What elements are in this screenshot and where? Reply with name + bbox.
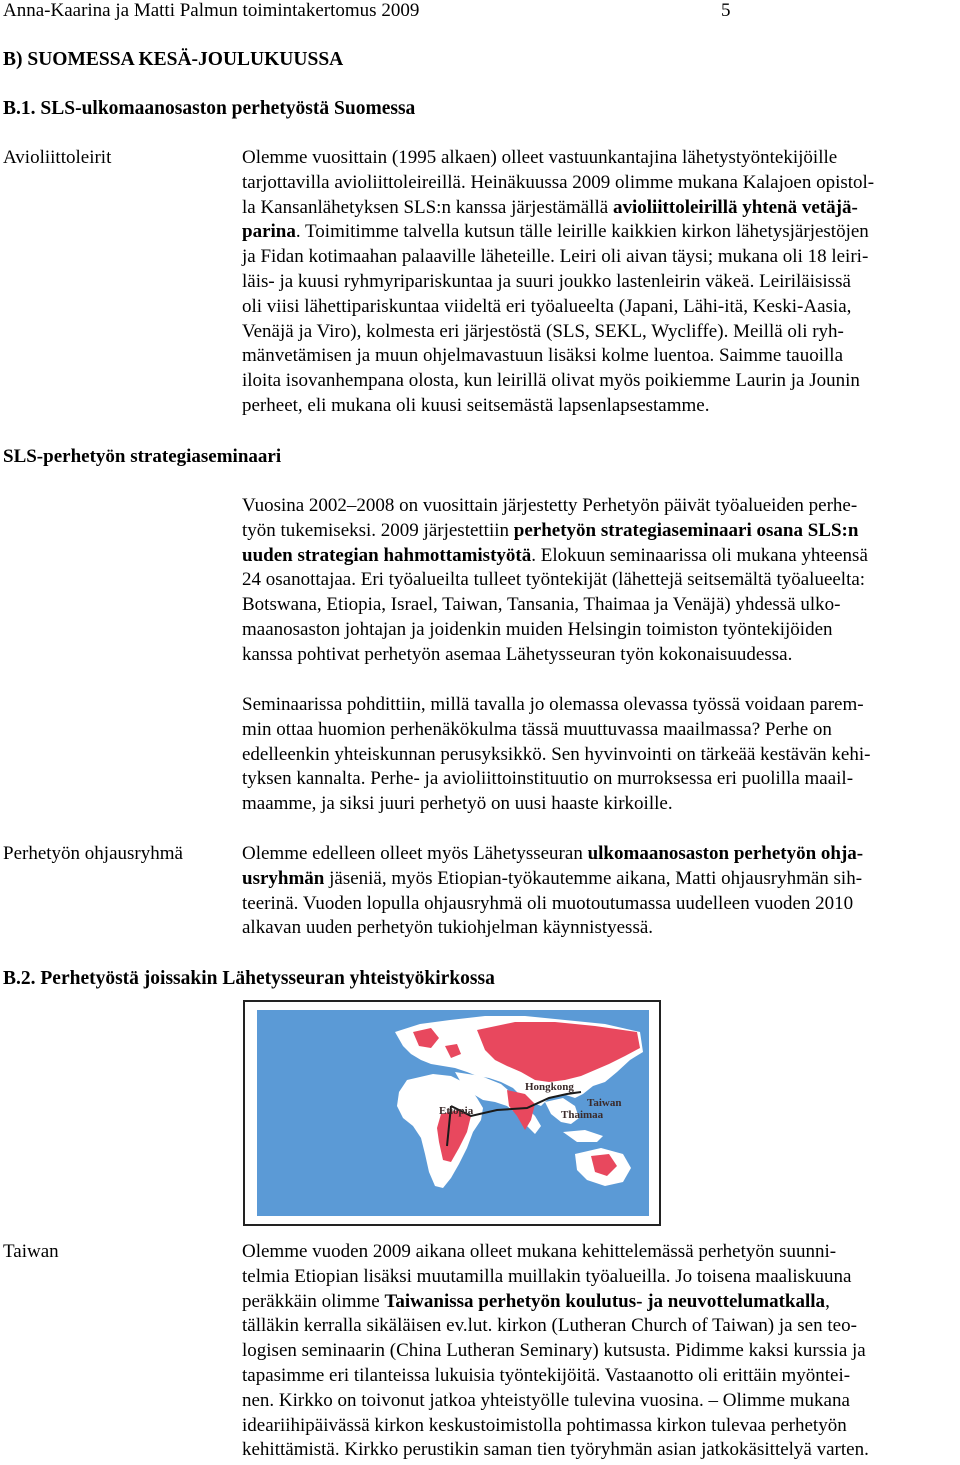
text-line — [242, 618, 958, 643]
text-run: maanosaston johtajan ja joidenkin muiden Helsingin toimiston työntekijöiden — [242, 618, 833, 640]
ohjausryhma-paragraph — [242, 842, 958, 941]
text-line — [242, 1240, 958, 1265]
text-line — [242, 743, 958, 768]
text-run: kehittämistä. Kirkko perustikin saman tien työryhmän asian jatkokäsittelyä varten. — [242, 1439, 869, 1461]
text-run: perheet, eli mukana oli kuusi seitsemästä lapsenlapsestamme. — [242, 394, 710, 416]
bold-text: uuden strategian hahmottamistyötä — [242, 544, 532, 566]
text-run: Venäjä ja Viro), kolmesta eri järjestöstä (SLS, SEKL, Wycliffe). Meillä oli ryh- — [242, 320, 844, 342]
text-line — [242, 270, 958, 295]
header-title: Anna-Kaarina ja Matti Palmun toimintakertomus 2009 — [3, 0, 420, 21]
text-line — [242, 718, 958, 743]
page-header — [3, 0, 763, 22]
text-run: Olemme vuoden 2009 aikana olleet mukana kehittelemässä perhetyön suunni- — [242, 1241, 837, 1262]
text-run: . Elokuun seminaarissa oli mukana yhteensä — [531, 544, 868, 566]
text-run: edelleenkin yhteiskunnan perusyksikkö. Sen hyvinvointi on tärkeää kestävän kehi- — [242, 743, 871, 765]
text-run: mänvetämisen ja muun ohjelmavastuun lisäksi kolme luentoa. Saimme tauoilla — [242, 345, 844, 367]
text-line — [242, 245, 958, 270]
text-run: , — [825, 1290, 830, 1312]
text-line — [242, 369, 958, 394]
section-b2-heading: B.2. Perhetyöstä joissakin Lähetysseuran yhteistyökirkossa — [3, 968, 495, 989]
text-run: tälläkin kerralla sikäläisen ev.lut. kirkon (Lutheran Church of Taiwan) ja sen teo- — [242, 1315, 857, 1337]
text-run: kanssa pohtivat perhetyön asemaa Lähetysseuran työn kokonaisuudessa. — [242, 643, 793, 665]
text-line — [242, 842, 958, 867]
avioliittoleirit-paragraph — [242, 146, 958, 419]
world-map — [245, 1002, 659, 1224]
text-line — [242, 1414, 958, 1439]
text-run: jäseniä, myös Etiopian-työkautemme aikana, Matti ohjausryhmän sih- — [324, 867, 863, 889]
strategiaseminaari-paragraph-2 — [242, 693, 958, 817]
text-line — [242, 146, 958, 171]
text-line — [242, 593, 958, 618]
avioliittoleirit-label: Avioliittoleirit — [3, 147, 112, 168]
text-run: nen. Kirkko on toivonut jatkoa yhteistyölle tulevina vuosina. – Olimme mukana — [242, 1389, 850, 1411]
section-b1-heading: B.1. SLS-ulkomaanosaston perhetyöstä Suomessa — [3, 98, 416, 119]
strategiaseminaari-label: SLS-perhetyön strategiaseminaari — [3, 446, 282, 467]
text-run: Botswana, Etiopia, Israel, Taiwan, Tansania, Thaimaa ja Venäjä) yhdessä ulko- — [242, 594, 841, 616]
ohjausryhma-label: Perhetyön ohjausryhmä — [3, 843, 183, 864]
bold-text: ulkomaanosaston perhetyön ohja- — [587, 843, 864, 864]
text-run: peräkkäin olimme — [242, 1290, 385, 1312]
text-line — [242, 394, 958, 419]
text-run: läis- ja kuusi ryhmyripariskuntaa ja suuri joukko lastenleirin väkeä. Leiriläisissä — [242, 270, 851, 292]
text-line — [242, 792, 958, 817]
text-run: telmia Etiopian lisäksi muutamilla muillakin työalueilla. Jo toisena maaliskuuna — [242, 1265, 852, 1287]
text-line — [242, 568, 958, 593]
text-line — [242, 767, 958, 792]
text-line — [242, 196, 958, 221]
text-run: oli viisi lähettipariskuntaa viideltä eri työalueelta (Japani, Lähi-itä, Keski-Aasia, — [242, 295, 852, 317]
section-b-heading: B) SUOMESSA KESÄ-JOULUKUUSSA — [3, 49, 344, 70]
text-line — [242, 916, 958, 941]
text-line — [242, 220, 958, 245]
text-line — [242, 1290, 958, 1315]
text-run: Seminaarissa pohdittiin, millä tavalla jo olemassa olevassa työssä voidaan parem- — [242, 694, 864, 715]
taiwan-label: Taiwan — [3, 1241, 59, 1262]
text-line — [242, 1389, 958, 1414]
map-label-taiwan: Taiwan — [587, 1097, 622, 1109]
text-run: 24 osanottajaa. Eri työalueilta tulleet työntekijät (lähettejä seitsemältä työalueelta: — [242, 569, 866, 591]
strategiaseminaari-paragraph-1 — [242, 494, 958, 668]
text-line — [242, 892, 958, 917]
map-label-etiopia: Etiopia — [439, 1105, 474, 1117]
text-run: iloita isovanhempana olosta, kun leirillä olivat myös poikiemme Laurin ja Jounin — [242, 370, 860, 392]
bold-text: perhetyön strategiaseminaari osana SLS:n — [513, 519, 859, 541]
text-line — [242, 544, 958, 569]
map-label-thaimaa: Thaimaa — [561, 1109, 604, 1121]
text-line — [242, 1314, 958, 1339]
bold-text: parina — [242, 221, 296, 243]
text-line — [242, 867, 958, 892]
text-run: Olemme edelleen olleet myös Lähetysseuran — [242, 843, 588, 864]
text-line — [242, 494, 958, 519]
bold-text: usryhmän — [242, 867, 325, 889]
bold-text: Taiwanissa perhetyön koulutus- ja neuvottelumatkalla — [384, 1290, 826, 1312]
text-run: Vuosina 2002–2008 on vuosittain järjestetty Perhetyön päivät työalueiden perhe- — [242, 495, 858, 516]
text-run: logisen seminaarin (China Lutheran Seminary) kutsusta. Pidimme kaksi kurssia ja — [242, 1340, 866, 1362]
text-line — [242, 344, 958, 369]
text-run: työn tukemiseksi. 2009 järjestettiin — [242, 519, 514, 541]
text-line — [242, 1438, 958, 1463]
text-run: tyksen kannalta. Perhe- ja avioliittoinstituutio on murroksessa eri puolilla maail- — [242, 768, 854, 790]
taiwan-paragraph — [242, 1240, 958, 1463]
text-run: Olemme vuosittain (1995 alkaen) olleet vastuunkantajina lähetystyöntekijöille — [242, 147, 838, 168]
map-label-hongkong: Hongkong — [525, 1081, 574, 1093]
text-run: ideariihipäivässä kirkon keskustoimistolla pohtimassa kirkon tulevaa perhetyön — [242, 1414, 847, 1436]
text-run: la Kansanlähetyksen SLS:n kanssa järjestämällä — [242, 196, 613, 218]
text-line — [242, 1339, 958, 1364]
page-number: 5 — [721, 0, 731, 21]
text-run: ja Fidan kotimaahan palaaville läheteille. Leiri oli aivan täysi; mukana oli 18 leiri- — [242, 246, 869, 268]
text-run: maamme, ja siksi juuri perhetyö on uusi haaste kirkoille. — [242, 793, 673, 815]
text-line — [242, 519, 958, 544]
world-map-figure — [243, 1000, 661, 1226]
text-run: tapasimme eri tilanteissa lukuisia työntekijöitä. Vastaanotto oli erittäin myöntei- — [242, 1364, 851, 1386]
text-line — [242, 1265, 958, 1290]
text-line — [242, 693, 958, 718]
text-run: . Toimitimme talvella kutsun tälle leirille kaikkien kirkon lähetysjärjestöjen — [295, 221, 869, 243]
text-run: teerinä. Vuoden lopulla ohjausryhmä oli muotoutumassa uudelleen vuoden 2010 — [242, 892, 854, 914]
text-line — [242, 171, 958, 196]
text-run: alkavan uuden perhetyön tukiohjelman käynnistyessä. — [242, 917, 654, 939]
text-line — [242, 320, 958, 345]
text-run: tarjottavilla avioliittoleireillä. Heinäkuussa 2009 olimme mukana Kalajoen opistol- — [242, 171, 875, 193]
text-run: min ottaa huomion perhenäkökulma tässä muuttuvassa maailmassa? Perhe on — [242, 718, 832, 740]
text-line — [242, 643, 958, 668]
text-line — [242, 295, 958, 320]
bold-text: avioliittoleirillä yhtenä vetäjä- — [612, 196, 858, 218]
text-line — [242, 1364, 958, 1389]
